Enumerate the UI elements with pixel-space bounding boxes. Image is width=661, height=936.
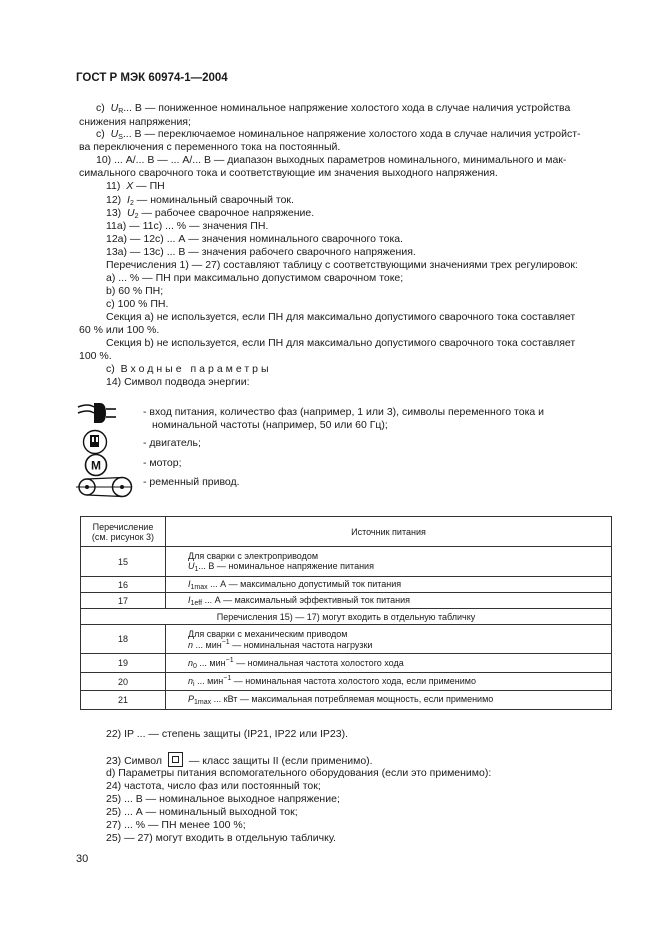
row-content: Для сварки с электроприводом $U_1$... В — номинальное напряжение питания [166, 547, 612, 577]
row-num: 18 [81, 625, 166, 654]
document-header: ГОСТ Р МЭК 60974-1—2004 [76, 72, 228, 84]
item-12: 12) $I_2$ — номинальный сварочный ток. [106, 194, 294, 207]
row-content: $I_{1max}$ ... А — максимально допустимый ток питания [166, 577, 612, 593]
item-26: 25) ... А — номинальный выходной ток; [106, 806, 298, 818]
section-a-note-cont: 60 % или 100 %. [79, 324, 160, 336]
para-c-reduced-voltage-cont: снижения напряжения; [79, 116, 191, 128]
col-enum-header: Перечисление (см. рисунок 3) [81, 517, 166, 547]
section-a-note: Секция а) не используется, если ПН для максимально допустимого сварочного тока составляет [106, 311, 576, 323]
item-24: 24) частота, число фаз или постоянный ток; [106, 780, 321, 792]
row-content: $n_0$ ... мин$^{-1}$ — номинальная частота холостого хода [166, 654, 612, 673]
power-supply-table [80, 516, 612, 710]
belt-drive-icon [76, 476, 134, 498]
enum-a: а) ... % — ПН при максимально допустимом сварочном токе; [106, 272, 404, 284]
row-num: 19 [81, 654, 166, 673]
item-13: 13) $U_2$ — рабочее сварочное напряжение. [106, 207, 315, 220]
row-num: 16 [81, 577, 166, 593]
power-plug-icon [76, 400, 120, 426]
table-row [81, 593, 612, 609]
para-10-cont: симального сварочного тока и соответствующие им значения выходного напряжения. [79, 167, 498, 179]
symbol-engine-desc: - двигатель; [143, 437, 201, 449]
item-11: 11) X — ПН [106, 180, 165, 192]
row-num: 20 [81, 673, 166, 691]
table-span-row [81, 609, 612, 625]
item-14: 14) Символ подвода энергии: [106, 376, 250, 388]
table-row [81, 654, 612, 673]
item-d: d) Параметры питания вспомогательного оборудования (если это применимо): [106, 767, 492, 779]
row-content: $P_{1max}$ ... кВт — максимальная потребляемая мощность, если применимо [166, 691, 612, 710]
page-number: 30 [76, 853, 89, 865]
row-content: $I_{1eff}$ ... А — максимальный эффективный ток питания [166, 593, 612, 609]
para-c-switchable-voltage: c) $U_S$... В — переключаемое номинальное напряжение холостого хода в случае наличия устройст- [96, 128, 581, 141]
table-row [81, 547, 612, 577]
section-b-note-cont: 100 %. [79, 350, 112, 362]
row-num: 21 [81, 691, 166, 710]
row-content: $n_i$ ... мин$^{-1}$ — номинальная частота холостого хода, если применимо [166, 673, 612, 691]
symbol-power-input-desc-cont: номинальной частоты (например, 50 или 60 Гц); [152, 419, 388, 431]
col-source-header: Источник питания [166, 517, 612, 547]
item-13a: 13а) — 13с) ... В — значения рабочего сварочного напряжения. [106, 246, 416, 258]
enum-intro: Перечисления 1) — 27) составляют таблицу с соответствующими значениями трех регулировок: [106, 259, 578, 271]
table-row [81, 577, 612, 593]
input-params-heading: c) Входные параметры [106, 363, 272, 375]
table-row [81, 625, 612, 654]
item-28: 25) — 27) могут входить в отдельную табличку. [106, 832, 336, 844]
motor-letter: M [91, 458, 101, 473]
row-content: Для сварки с механическим приводом n ... мин$^{-1}$ — номинальная частота нагрузки [166, 625, 612, 654]
enum-c: c) 100 % ПН. [106, 298, 169, 310]
item-12a: 12а) — 12с) ... А — значения номинального сварочного тока. [106, 233, 404, 245]
section-b-note: Секция b) не используется, если ПН для максимально допустимого сварочного тока составляет [106, 337, 576, 349]
para-c-reduced-voltage: c) $U_R$... В — пониженное номинальное напряжение холостого хода в случае наличия устройства [96, 102, 571, 115]
row-num: 15 [81, 547, 166, 577]
table-row [81, 673, 612, 691]
item-27: 27) ... % — ПН менее 100 %; [106, 819, 246, 831]
para-10: 10) ... А/... В — ... А/... В — диапазон выходных параметров номинального, минимального и мак- [96, 154, 567, 166]
item-11a: 11а) — 11с) ... % — значения ПН. [106, 220, 269, 232]
engine-icon [82, 429, 108, 455]
item-22: 22) IP ... — степень защиты (IP21, IP22 или IP23). [106, 728, 348, 740]
row-num: 17 [81, 593, 166, 609]
class-ii-protection-icon [168, 752, 183, 767]
symbol-power-input-desc: - вход питания, количество фаз (например, 1 или 3), символы переменного тока и [143, 406, 545, 418]
symbol-motor-desc: - мотор; [143, 457, 182, 469]
table-row [81, 691, 612, 710]
motor-icon [84, 453, 108, 477]
item-25: 25) ... В — номинальное выходное напряжение; [106, 793, 340, 805]
para-c-switchable-voltage-cont: ва переключения с переменного тока на постоянный. [79, 141, 341, 153]
symbol-belt-drive-desc: - ременный привод. [143, 476, 240, 488]
item-23: 23) Символ — класс защиты II (если применимо). [106, 752, 373, 768]
table-header-row [81, 517, 612, 547]
span-note: Перечисления 15) — 17) могут входить в отдельную табличку [81, 609, 612, 625]
enum-b: b) 60 % ПН; [106, 285, 164, 297]
